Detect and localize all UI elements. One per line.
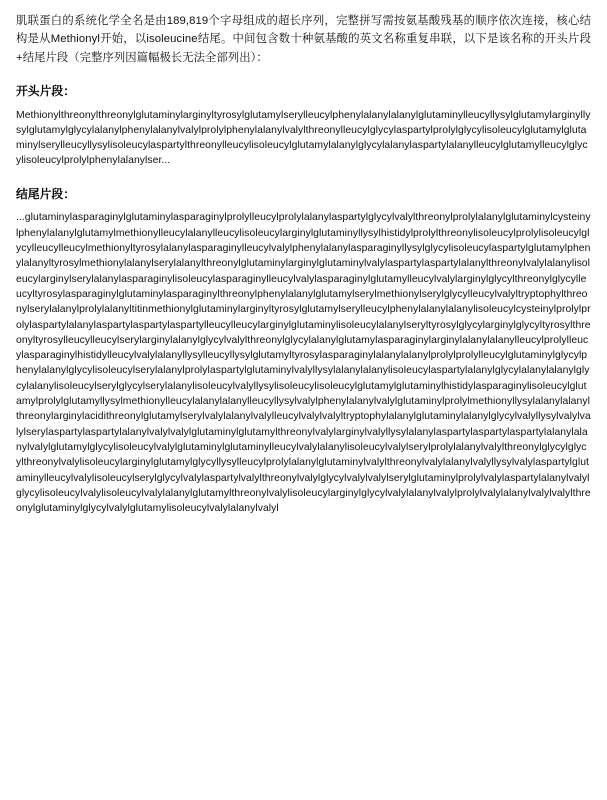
- sequence-end-fragment: ...glutaminylasparaginylglutaminylasparaginylprolylleucylprolylalanylaspartylglycylvalylthreonylprolylalanylglutaminylcysteinylphenylalanylglutamylmethionylleucylalanylleucylisoleucylarginylglutaminyllysylhistidylprolylthreonylisoleucylprolylisoleucylglycylleucylleucylmethionyltyrosylalanylasparaginylleucylvalylphenylalanylasparaginyllysylglycylisoleucylaspartylglutamylphenylalanyltyrosylmethionylalanylserylalanylthreonylglutaminylarginylglutaminylvalylaspartylaspartylalanylthreonylvalylalanylisoleucylarginylserylalanylasparaginylisoleucylasparaginylleucylvalylasparaginylglutamylleucylvalylarginylglycylthreonylglycylleucyltyrosylasparaginylglutaminylasparaginylthreonylphenylalanylglutamylserylmethionylserylglycylleucylvalyltryptophylthreonylserylalanylprolylalanyltitinmethionylglutaminylarginyltyrosylglutamylserylleucylphenylalanylalanylisoleucylcysteinylprolylprolylaspartylalanylaspartylaspartylaspartylleucylleucylarginylglutaminylisoleucylalanylseryltyrosylglycylarginylglycyltyrosylthreonyltyrosylleucylleucylserylarginylalanylglycylvalylthreonylglycylalanylglutamylasparaginylarginylalanylalanylleucylprolylleucylasparaginylhistidylleucylvalylalanyllysylleucyllysylglutamyltyrosylasparaginylalanylalanylprolylprolylleucylglutaminylglycylphenylalanylglycylisoleucylserylalanylprolylaspartylglutaminylvalyllysylalanylalanylisoleucylaspartylalanylglycylalanylalanylglycylalanylisoleucylserylglycylserylalanylisoleucylvalyllysylisoleucylisoleucylglutamylglutaminylhistidylasparaginylisoleucylglutamylprolylglutamyllysylmethionylleucylalanylalanylleucyllysylvalylphenylalanylvalylglutaminylprolylmethionyllysylalanylalanylthreonylarginylacidithreonylglutamylserylvalylalanylvalylleucylvalylvalyltryptophylalanylglutaminylalanylglycylvalyllysylvalylvalylserylaspartylaspartylalanylvalylvalylglutaminylglutamylthreonylvalylarginylvalyllysylalanylaspartylaspartylaspartylalanylalanylvalylglutamylglycylisoleucylvalylglutaminylglutaminylleucylvalylalanylisoleucylvalylserylprolylalanylvalylthreonylglycylglycylthreonylvalylisoleucylarginylglutamylglycyllysylleucylprolylalanylglutaminylvalylthreonylvalylalanylvalyllysylvalylaspartylglutaminylleucylvalylisoleucylserylglycylvalylaspartylvalylthreonylvalylglycylvalylvalylserylglutaminylprolylvalylaspartylalanylvalylglycylisoleucylvalylisoleucylvalylalanylglutamylthreonylvalylisoleucylarginylglycylvalylalanylvalylprolylvalylalanylvalylvalylthreonylglutaminylglycylvalylglutamylisoleucylvalylalanylvalyl: [16, 212, 591, 515]
- section-heading-end: 结尾片段：: [16, 186, 75, 201]
- sequence-start-fragment: Methionylthreonylthreonylglutaminylarginyltyrosylglutamylserylleucylphenylalanylalanylglutaminylleucyllysylglutamylarginyllysylglutamylglycylalanylphenylalanylvalylprolylphenylalanylvalylthreonylleucylglycylaspartylprolylglycylisoleucylglutamylglutaminylserylleucyllysylisoleucylaspartylthreonylleucylisoleucylglutamylalanylglycylalanylaspartylalanylleucylglutamylleucylglycylisoleucylprolylphenylalanylser...: [16, 109, 591, 167]
- page-bottom-spacer: [16, 516, 591, 524]
- intro-paragraph: 肌联蛋白的系统化学全名是由189,819个字母组成的超长序列，完整拼写需按氨基酸残基的顺序依次连接，核心结构是从Methionyl开始，以isoleucine结尾。中间包含数十种氨基酸的英文名称重复串联，以下是该名称的开头片段+结尾片段（完整序列因篇幅极长无法全部列出）：: [16, 15, 591, 64]
- section-heading-start: 开头片段：: [16, 83, 75, 98]
